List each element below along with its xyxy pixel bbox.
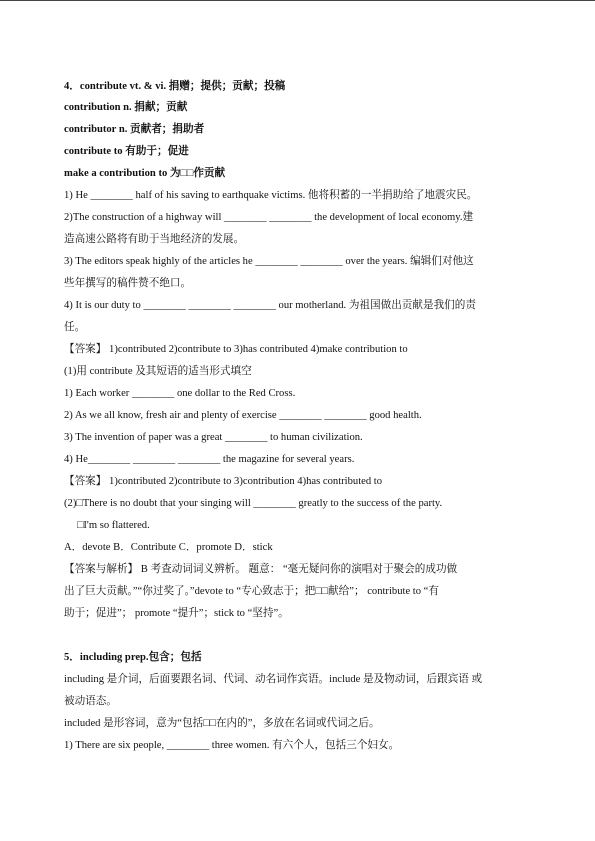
text-line: 4) It is our duty to ________ ________ ________ our motherland. 为祖国做出贡献是我们的责 bbox=[64, 300, 476, 311]
text-line: included 是形容词，意为“包括□□在内的”，多放在名词或代词之后。 bbox=[64, 718, 380, 729]
text-line: 【答案】 1)contributed 2)contribute to 3)contribution 4)has contributed to bbox=[64, 476, 383, 487]
text-line: 出了巨大贡献。”“你过奖了。”devote to “专心致志于；把□□献给”； contribute to “有 bbox=[64, 586, 439, 597]
text-line: contribute to 有助于；促进 bbox=[64, 146, 189, 157]
text-line: 4．contribute vt. & vi. 捐赠；提供；贡献；投稿 bbox=[64, 81, 286, 92]
text-line: make a contribution to 为□□作贡献 bbox=[64, 168, 226, 179]
text-line: 3) The editors speak highly of the articles he ________ ________ over the years. 编辑们对他这 bbox=[64, 256, 474, 267]
text-line: 被动语态。 bbox=[64, 696, 117, 707]
text-line: 【答案】 1)contributed 2)contribute to 3)has contributed 4)make contribution to bbox=[64, 344, 408, 355]
text-line: 任。 bbox=[64, 322, 86, 333]
text-line: including 是介词，后面要跟名词、代词、动名词作宾语。include 是及物动词，后跟宾语 或 bbox=[64, 674, 483, 685]
text-line: 1) He ________ half of his saving to earthquake victims. 他将积蓄的一半捐助给了地震灾民。 bbox=[64, 190, 478, 201]
text-line: 2)The construction of a highway will ________ ________ the development of local economy.建 bbox=[64, 212, 474, 223]
text-line: 助于；促进”； promote “提升”；stick to “坚持”。 bbox=[64, 608, 289, 619]
text-line: 造高速公路将有助于当地经济的发展。 bbox=[64, 234, 245, 245]
text-line: 些年撰写的稿件赞不绝口。 bbox=[64, 278, 192, 289]
text-line: contributor n. 贡献者；捐助者 bbox=[64, 124, 205, 135]
text-line: contribution n. 捐献；贡献 bbox=[64, 102, 188, 113]
text-line: (2)□There is no doubt that your singing will ________ greatly to the success of the party. bbox=[64, 498, 443, 509]
text-line: A．devote B．Contribute C．promote D．stick bbox=[64, 542, 273, 553]
text-line: 4) He________ ________ ________ the magazine for several years. bbox=[64, 454, 355, 465]
text-line: 【答案与解析】 B 考查动词词义辨析。 题意： “毫无疑问你的演唱对于聚会的成功做 bbox=[64, 564, 458, 575]
text-line: □I'm so flattered. bbox=[77, 520, 150, 531]
text-line: 1) Each worker ________ one dollar to the Red Cross. bbox=[64, 388, 296, 399]
page-top-rule bbox=[0, 0, 595, 1]
text-line: 5．including prep.包含；包括 bbox=[64, 652, 202, 663]
text-line: 1) There are six people, ________ three women. 有六个人，包括三个妇女。 bbox=[64, 740, 400, 751]
text-line: 3) The invention of paper was a great ________ to human civilization. bbox=[64, 432, 363, 443]
text-line: 2) As we all know, fresh air and plenty of exercise ________ ________ good health. bbox=[64, 410, 422, 421]
text-line: (1)用 contribute 及其短语的适当形式填空 bbox=[64, 366, 252, 377]
